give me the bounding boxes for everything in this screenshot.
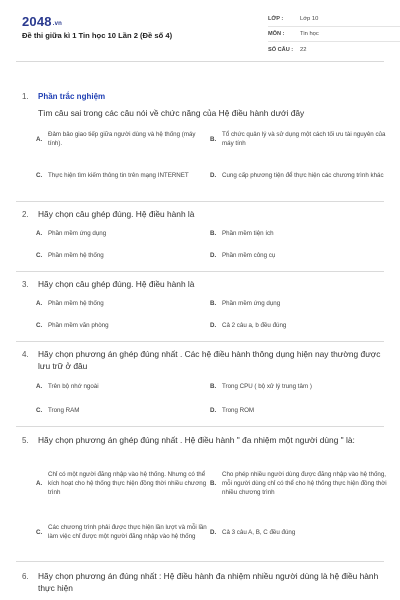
option-letter: D.: [210, 171, 217, 179]
option-letter: A.: [36, 135, 43, 143]
exam-meta: [268, 12, 400, 57]
question-6: [16, 562, 384, 600]
option-text: Phần mềm ứng dụng: [222, 299, 281, 307]
question-text: Hãy chọn phương án ghép đúng nhất . Các hệ điều hành thông dụng hiện nay thường được lưu trữ ở đâu: [38, 349, 381, 371]
option-text: Thực hiện tìm kiếm thông tin trên mạng INTERNET: [48, 171, 189, 179]
option-text: Đảm bảo giao tiếp giữa người dùng và hệ thống (máy tính).: [48, 131, 196, 147]
question-text: Hãy chọn phương án ghép đúng nhất . Hệ điều hành " đa nhiệm một người dùng " là:: [38, 435, 355, 445]
option-a[interactable]: [36, 381, 208, 391]
option-text: Phần mềm hệ thống: [48, 299, 104, 307]
meta-value: 22: [300, 46, 307, 53]
option-text: Cả 3 câu A, B, C đều đúng: [222, 528, 296, 536]
option-d[interactable]: [210, 405, 388, 415]
site-logo[interactable]: [22, 14, 62, 29]
option-c[interactable]: [36, 164, 208, 186]
option-d[interactable]: [210, 164, 388, 186]
option-b[interactable]: [210, 298, 388, 308]
option-letter: C.: [36, 251, 43, 259]
exam-title: Đề thi giữa kì 1 Tin học 10 Lần 2 (Đề số 4): [22, 31, 173, 40]
option-text: Trong CPU ( bộ xử lý trung tâm ): [222, 382, 312, 390]
meta-label: LỚP :: [268, 16, 284, 22]
option-text: Trong ROM: [222, 406, 255, 414]
option-letter: D.: [210, 528, 217, 536]
option-letter: A.: [36, 229, 43, 237]
option-letter: A.: [36, 479, 43, 487]
question-text: Tìm câu sai trong các câu nói về chức năng của Hệ điều hành dưới đây: [38, 108, 305, 118]
option-letter: A.: [36, 382, 43, 390]
option-letter: D.: [210, 321, 217, 329]
logo-text: 2048: [22, 14, 52, 29]
option-letter: B.: [210, 299, 217, 307]
option-letter: B.: [210, 135, 217, 143]
option-c[interactable]: [36, 405, 208, 415]
option-text: Phần mềm văn phòng: [48, 321, 109, 329]
option-text: Cho phép nhiều người dùng được đăng nhập vào hệ thống, mỗi người dùng chỉ có thể cho hệ thống thực hiện đồng thời nhiều chương trình: [222, 470, 387, 496]
option-text: Cung cấp phương tiện để thực hiện các chương trình khác: [222, 171, 384, 179]
option-text: Phần mềm hệ thống: [48, 251, 104, 259]
option-letter: A.: [36, 299, 43, 307]
option-text: Phần mềm tiện ích: [222, 229, 274, 237]
option-d[interactable]: [210, 320, 388, 330]
question-3: [16, 272, 384, 342]
question-number: 4.: [22, 350, 29, 359]
option-d[interactable]: [210, 250, 388, 260]
option-letter: B.: [210, 229, 217, 237]
option-letter: D.: [210, 251, 217, 259]
option-c[interactable]: [36, 250, 208, 260]
option-d[interactable]: [210, 514, 388, 550]
option-text: Trên bộ nhớ ngoài: [48, 382, 99, 390]
option-letter: C.: [36, 406, 43, 414]
option-letter: B.: [210, 382, 217, 390]
question-number: 3.: [22, 280, 29, 289]
option-b[interactable]: [210, 228, 388, 238]
meta-value: Tin học: [300, 31, 319, 37]
option-letter: C.: [36, 528, 43, 536]
option-text: Chỉ có một người đăng nhập vào hệ thống. Nhưng có thể kích hoạt cho hệ thống thực hiện đồng thời nhiều chương trình: [48, 470, 207, 496]
option-text: Cả 2 câu a, b đều đúng: [222, 321, 287, 329]
question-number: 6.: [22, 572, 29, 581]
option-text: Tổ chức quản lý và sử dụng một cách tối ưu tài nguyên của máy tính: [222, 131, 386, 147]
question-text: Hãy chọn câu ghép đúng. Hệ điều hành là: [38, 209, 195, 219]
meta-row-count: [268, 42, 400, 57]
section-title: Phần trắc nghiệm: [38, 92, 106, 101]
option-c[interactable]: [36, 514, 208, 550]
option-letter: B.: [210, 479, 217, 487]
meta-value: Lớp 10: [300, 16, 319, 22]
meta-row-subject: [268, 27, 400, 42]
exam-header: [16, 0, 384, 62]
question-text: Hãy chọn phương án đúng nhất : Hệ điều hành đa nhiệm nhiều người dùng là hệ điều hành thực hiện: [38, 571, 379, 593]
question-2: [16, 202, 384, 272]
option-b[interactable]: [210, 381, 388, 391]
option-letter: C.: [36, 321, 43, 329]
meta-label: MÔN :: [268, 31, 285, 37]
option-b[interactable]: [210, 128, 388, 150]
meta-label: SỐ CÂU :: [268, 46, 294, 53]
option-a[interactable]: [36, 228, 208, 238]
meta-row-class: [268, 12, 400, 27]
option-letter: D.: [210, 406, 217, 414]
question-4: [16, 342, 384, 427]
option-c[interactable]: [36, 320, 208, 330]
question-number: 2.: [22, 210, 29, 219]
question-text: Hãy chọn câu ghép đúng. Hệ điều hành là: [38, 279, 195, 289]
option-text: Phần mềm công cụ: [222, 251, 276, 259]
logo-suffix: .vn: [52, 21, 63, 27]
question-number: 1.: [22, 92, 29, 101]
option-letter: C.: [36, 171, 43, 179]
option-text: Phần mềm ứng dụng: [48, 229, 107, 237]
option-a[interactable]: [36, 298, 208, 308]
question-1: [16, 62, 384, 202]
option-text: Các chương trình phải được thực hiện lần lượt và mỗi lần làm việc chỉ được một người đăng nhập vào hệ thống: [48, 524, 207, 540]
question-number: 5.: [22, 436, 29, 445]
option-b[interactable]: [210, 465, 388, 501]
option-text: Trong RAM: [48, 406, 80, 414]
option-a[interactable]: [36, 128, 208, 150]
option-a[interactable]: [36, 465, 208, 501]
question-5: [16, 427, 387, 562]
